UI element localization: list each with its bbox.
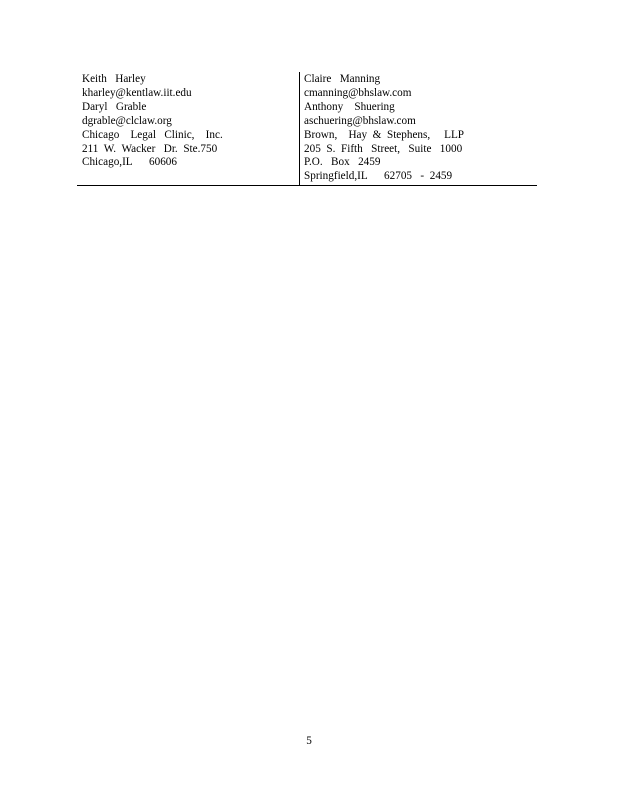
contact-email: dgrable@clclaw.org (82, 114, 172, 127)
street-address: 205 S. Fifth Street, Suite 1000 (304, 142, 463, 155)
contact-name: Daryl Grable (82, 100, 147, 113)
contact-email: aschuering@bhslaw.com (304, 114, 416, 127)
city-state-zip: Springfield,IL 62705 - 2459 (304, 170, 453, 183)
city-state-zip: Chicago,IL 60606 (82, 156, 177, 169)
contact-email: kharley@kentlaw.iit.edu (82, 86, 192, 99)
po-box: P.O. Box 2459 (304, 156, 381, 169)
service-list-right-column (304, 72, 534, 185)
street-address: 211 W. Wacker Dr. Ste.750 (82, 142, 218, 155)
organization-name: Chicago Legal Clinic, Inc. (82, 128, 223, 141)
organization-name: Brown, Hay & Stephens, LLP (304, 128, 465, 141)
contact-name: Claire Manning (304, 73, 381, 85)
contact-email: cmanning@bhslaw.com (304, 86, 412, 99)
service-list-table (77, 72, 537, 186)
service-list-left-column (82, 72, 292, 185)
contact-name: Anthony Shuering (304, 100, 395, 113)
contact-name: Keith Harley (82, 73, 146, 85)
column-divider (299, 72, 300, 185)
page-number: 5 (306, 735, 312, 747)
